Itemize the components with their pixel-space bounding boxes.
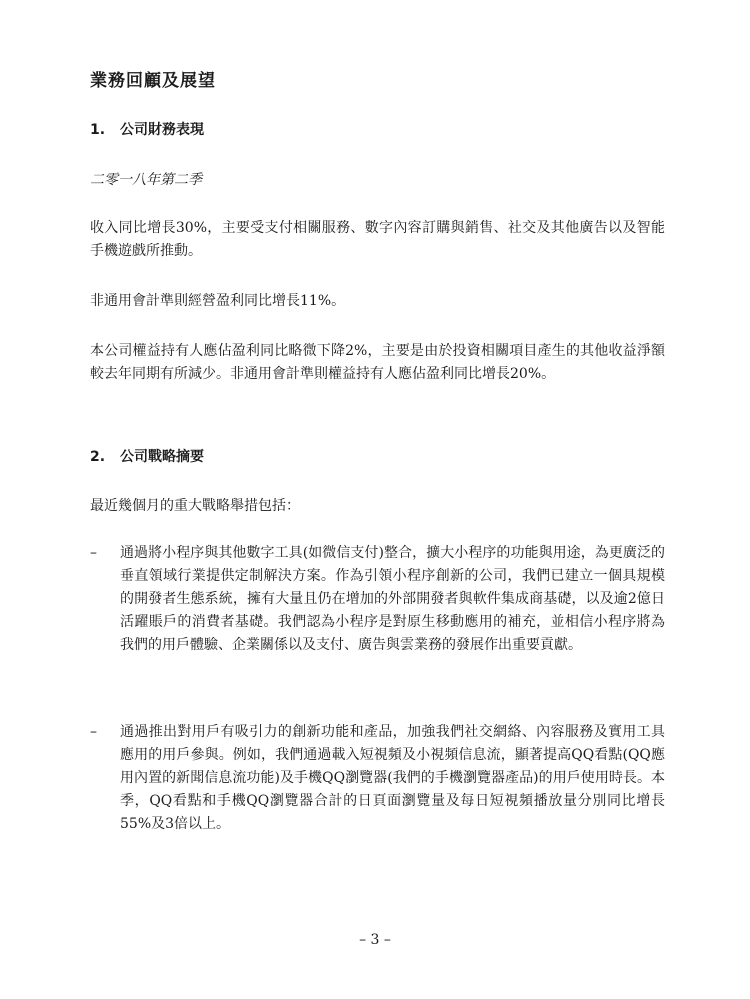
section-2-heading (90, 446, 204, 466)
bullet-dash: – (90, 724, 97, 740)
page-title: 業務回顧及展望 (90, 71, 216, 91)
paragraph-net-profit: 本公司權益持有人應佔盈利同比略微下降2%，主要是由於投資相關項目產生的其他收益淨額較去年同期有所減少。非通用會計準則權益持有人應佔盈利同比增長20%。 (90, 343, 665, 382)
section-2-number: 2. (90, 449, 106, 465)
section-1-title: 公司財務表現 (120, 122, 204, 138)
section-1-number: 1. (90, 122, 106, 138)
section-1-subheading: 二零一八年第二季 (90, 172, 202, 188)
paragraph-operating-profit: 非通用會計準則經營盈利同比增長11%。 (90, 293, 346, 309)
bullet-text: 通過將小程序與其他數字工具(如微信支付)整合，擴大小程序的功能與用途，為更廣泛的垂直領域行業提供定制解決方案。作為引領小程序創新的公司，我們已建立一個具規模的開發者生態系統，擁有大量且仍在增加的外部開發者與軟件集成商基礎，以及逾2億日活躍賬戶的消費者基礎。我們認為小程序是對原生移動應用的補充，並相信小程序將為我們的用戶體驗、企業關係以及支付、廣告與雲業務的發展作出重要貢獻。 (120, 545, 665, 653)
bullet-item-user-engagement (90, 721, 665, 836)
section-2-intro: 最近幾個月的重大戰略舉措包括： (90, 498, 300, 514)
section-1-heading (90, 119, 204, 139)
page-number: – 3 – (359, 932, 391, 948)
section-2-title: 公司戰略摘要 (120, 449, 204, 465)
bullet-item-mini-programs (90, 542, 665, 657)
bullet-dash: – (90, 545, 97, 561)
bullet-text: 通過推出對用戶有吸引力的創新功能和產品，加強我們社交網絡、內容服務及實用工具應用的用戶參與。例如，我們通過載入短視頻及小視頻信息流，顯著提高QQ看點(QQ應用內置的新聞信息流功能)及手機QQ瀏覽器(我們的手機瀏覽器產品)的用戶使用時長。本季，QQ看點和手機QQ瀏覽器合計的日頁面瀏覽量及每日短視頻播放量分別同比增長55%及3倍以上。 (120, 724, 665, 832)
paragraph-revenue: 收入同比增長30%，主要受支付相關服務、數字內容訂購與銷售、社交及其他廣告以及智能手機遊戲所推動。 (90, 220, 665, 259)
